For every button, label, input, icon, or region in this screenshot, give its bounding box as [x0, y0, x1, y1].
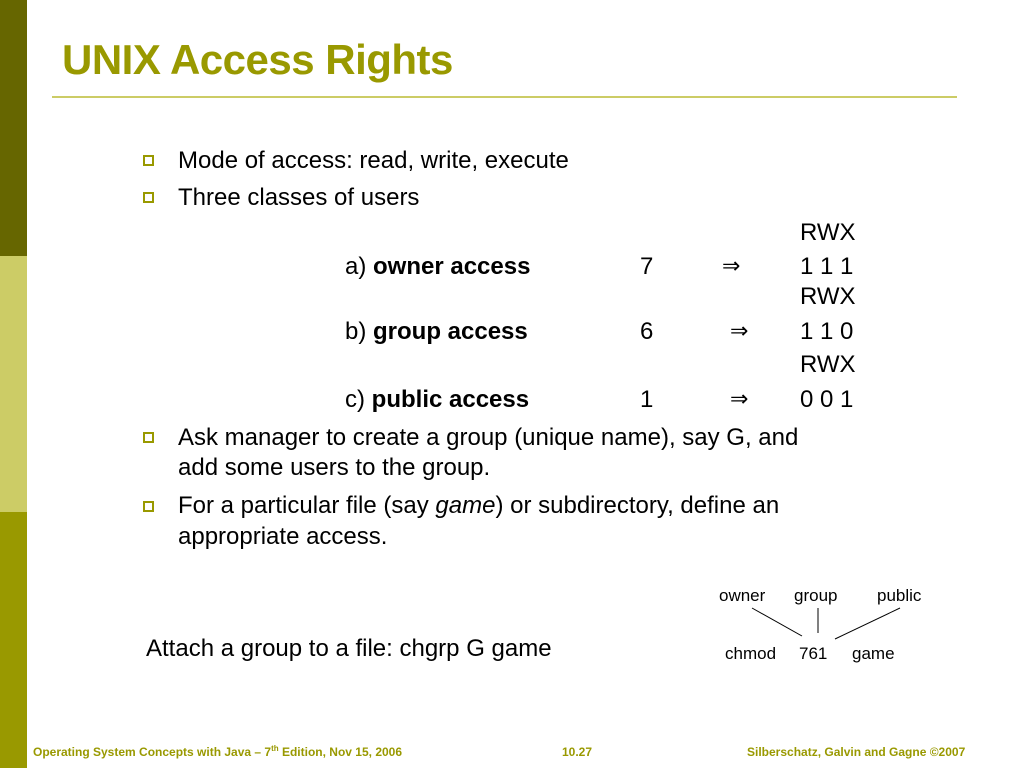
text-segment: ) or subdirectory, define an	[495, 492, 780, 519]
footer-copyright: Silberschatz, Galvin and Gagne ©2007	[747, 745, 966, 759]
group-access-bits: 1 1 0	[800, 318, 854, 345]
group-access-number: 6	[640, 318, 654, 345]
rwx-header: RWX	[800, 351, 856, 378]
row-prefix: c)	[345, 386, 372, 413]
bullet-three-classes: Three classes of users	[178, 184, 420, 211]
connector-public-line	[835, 608, 900, 639]
footer-page-number: 10.27	[562, 745, 593, 759]
implies-arrow-icon: ⇒	[730, 319, 749, 344]
bullet-particular-file-line2: appropriate access.	[178, 523, 388, 550]
footer-text: Edition, Nov 15, 2006	[278, 745, 403, 759]
row-name: public access	[371, 386, 530, 413]
implies-arrow-icon: ⇒	[722, 254, 741, 279]
owner-access-bits: 1 1 1	[800, 253, 854, 280]
text-segment: For a particular file (say	[178, 492, 436, 519]
rwx-header: RWX	[800, 283, 856, 310]
emphasis-game: game	[435, 492, 496, 519]
attach-group-text: Attach a group to a file: chgrp G game	[146, 635, 552, 662]
row-prefix: a)	[345, 253, 374, 280]
footer-text: Operating System Concepts with Java – 7	[33, 745, 272, 759]
bullet-ask-manager-line1: Ask manager to create a group (unique name), say G, and	[178, 424, 799, 451]
bullet-mode-of-access: Mode of access: read, write, execute	[178, 147, 569, 174]
diagram-file-label: game	[852, 644, 895, 663]
public-access-number: 1	[640, 386, 654, 413]
slide-title: UNIX Access Rights	[62, 36, 453, 83]
implies-arrow-icon: ⇒	[730, 387, 749, 412]
owner-access-number: 7	[640, 253, 654, 280]
row-name: group access	[373, 318, 528, 345]
diagram-group-label: group	[794, 586, 838, 605]
diagram-owner-label: owner	[719, 586, 766, 605]
connector-owner-line	[752, 608, 802, 636]
footer-superscript: th	[271, 744, 279, 753]
diagram-chmod-label: chmod	[725, 644, 777, 663]
diagram-mode-value: 761	[799, 644, 828, 663]
rwx-header: RWX	[800, 219, 856, 246]
diagram-public-label: public	[877, 586, 922, 605]
bullet-ask-manager-line2: add some users to the group.	[178, 454, 491, 481]
footer-book-title	[33, 745, 402, 759]
row-prefix: b)	[345, 318, 374, 345]
row-name: owner access	[373, 253, 531, 280]
public-access-bits: 0 0 1	[800, 386, 854, 413]
